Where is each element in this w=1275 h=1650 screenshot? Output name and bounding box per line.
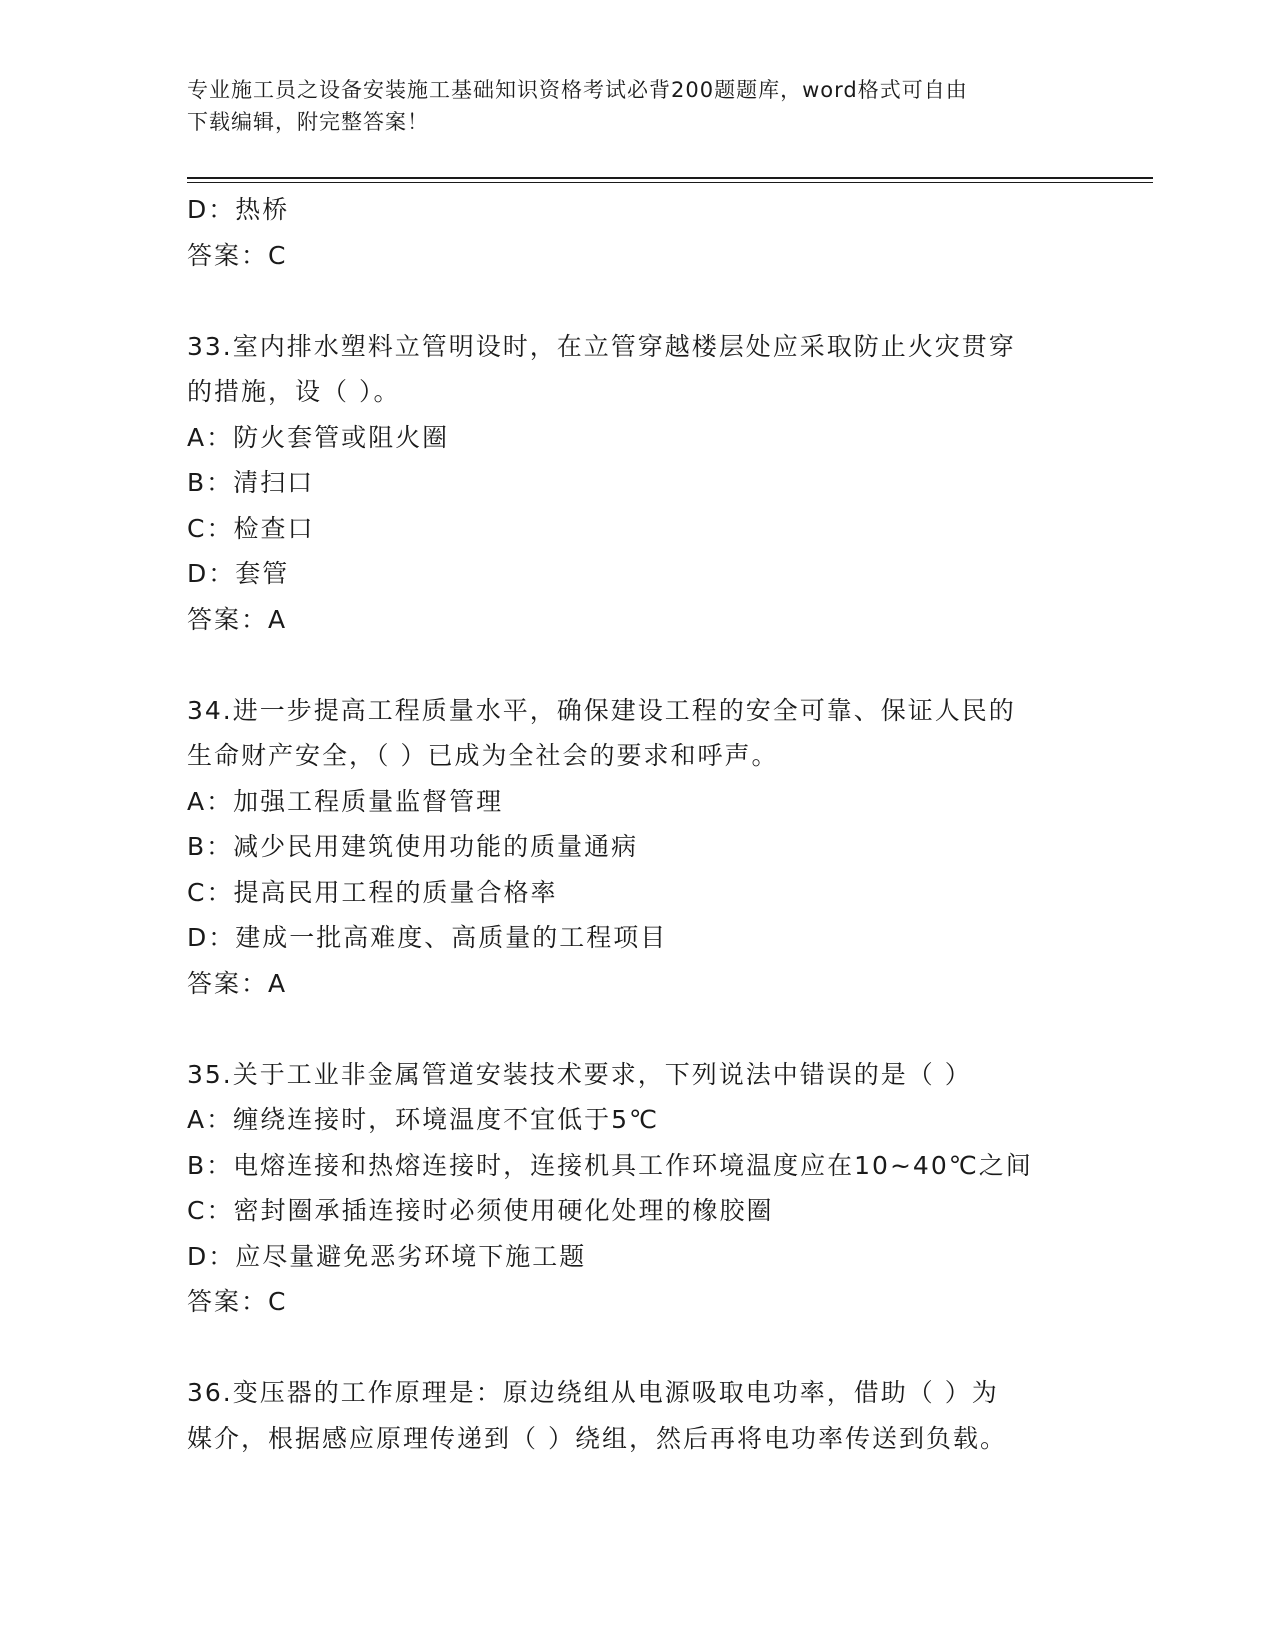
question-stem: 33.室内排水塑料立管明设时，在立管穿越楼层处应采取防止火灾贯穿 (187, 331, 1016, 361)
header-rule-thin (187, 182, 1153, 183)
prev-answer: 答案：C (187, 240, 288, 270)
spacer (187, 1006, 1087, 1052)
option-d: D：应尽量避免恶劣环境下施工题 (187, 1241, 587, 1271)
prev-option-d: D：热桥 (187, 195, 290, 224)
option-c: C：检查口 (187, 513, 315, 543)
question-34 (187, 688, 1087, 1007)
option-b: B：清扫口 (187, 468, 315, 497)
question-stem: 36.变压器的工作原理是：原边绕组从电源吸取电功率，借助（ ）为 (187, 1378, 999, 1407)
option-a: A：缠绕连接时，环境温度不宜低于5℃ (187, 1105, 660, 1134)
header-line-2: 下载编辑，附完整答案！ (187, 110, 429, 134)
option-c: C：密封圈承插连接时必须使用硬化处理的橡胶圈 (187, 1196, 774, 1225)
option-d: D：套管 (187, 559, 290, 588)
answer: 答案：A (187, 604, 288, 634)
spacer (187, 642, 1087, 688)
option-b: B：电熔连接和热熔连接时，连接机具工作环境温度应在10~40℃之间 (187, 1150, 1033, 1180)
question-stem-cont: 媒介，根据感应原理传递到（ ）绕组，然后再将电功率传送到负载。 (187, 1423, 1007, 1453)
question-stem: 35.关于工业非金属管道安装技术要求，下列说法中错误的是（ ） (187, 1059, 972, 1089)
header-rule-thick (187, 177, 1153, 179)
question-stem-cont: 的措施，设（ ）。 (187, 377, 401, 406)
question-36 (187, 1370, 1087, 1461)
question-33 (187, 324, 1087, 643)
answer: 答案：A (187, 968, 288, 998)
question-35 (187, 1052, 1087, 1325)
document-body (187, 187, 1087, 1461)
option-c: C：提高民用工程的质量合格率 (187, 877, 558, 907)
question-stem: 34.进一步提高工程质量水平，确保建设工程的安全可靠、保证人民的 (187, 695, 1016, 725)
page-header (187, 74, 1067, 138)
spacer (187, 278, 1087, 324)
option-a: A：防火套管或阻火圈 (187, 422, 450, 452)
question-stem-cont: 生命财产安全，（ ）已成为全社会的要求和呼声。 (187, 741, 779, 770)
option-a: A：加强工程质量监督管理 (187, 786, 504, 816)
option-d: D：建成一批高难度、高质量的工程项目 (187, 923, 668, 952)
option-b: B：减少民用建筑使用功能的质量通病 (187, 832, 639, 861)
header-line-1: 专业施工员之设备安装施工基础知识资格考试必背200题题库，word格式可自由 (187, 78, 968, 102)
spacer (187, 1325, 1087, 1371)
answer: 答案：C (187, 1287, 288, 1316)
